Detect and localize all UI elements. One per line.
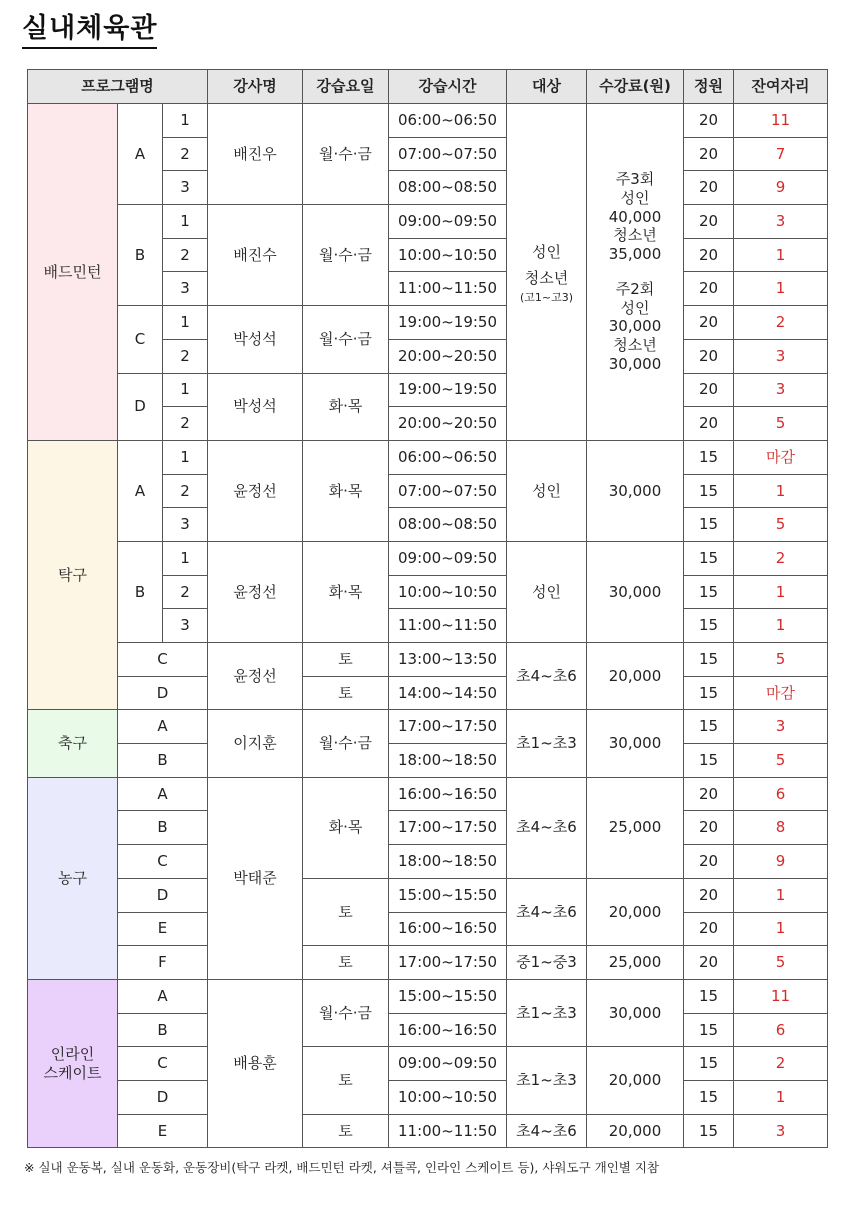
class-time: 17:00~17:50 xyxy=(389,946,507,980)
session-no: 2 xyxy=(163,238,208,272)
class-time: 07:00~07:50 xyxy=(389,137,507,171)
sport-basketball: 농구 xyxy=(28,777,118,979)
class-days: 월·수·금 xyxy=(303,979,389,1046)
class-time: 16:00~16:50 xyxy=(389,1013,507,1047)
class-days: 월·수·금 xyxy=(303,205,389,306)
class-time: 11:00~11:50 xyxy=(389,609,507,643)
header-target: 대상 xyxy=(507,70,587,104)
sport-tabletennis: 탁구 xyxy=(28,440,118,710)
capacity: 20 xyxy=(684,238,734,272)
class-time: 10:00~10:50 xyxy=(389,238,507,272)
class-time: 16:00~16:50 xyxy=(389,912,507,946)
class-days: 월·수·금 xyxy=(303,306,389,373)
class-time: 11:00~11:50 xyxy=(389,1114,507,1148)
capacity: 15 xyxy=(684,1013,734,1047)
capacity: 15 xyxy=(684,1080,734,1114)
fee-line: 40,000 xyxy=(608,207,662,226)
class-days: 화·목 xyxy=(303,777,389,878)
table-row xyxy=(28,104,828,138)
class-time: 16:00~16:50 xyxy=(389,777,507,811)
table-row xyxy=(28,845,828,879)
remaining-seats: 3 xyxy=(734,205,828,239)
capacity: 15 xyxy=(684,1047,734,1081)
remaining-seats: 6 xyxy=(734,1013,828,1047)
table-row xyxy=(28,744,828,778)
class-time: 09:00~09:50 xyxy=(389,541,507,575)
fee-line: 성인 xyxy=(620,298,650,317)
capacity: 15 xyxy=(684,643,734,677)
table-row xyxy=(28,946,828,980)
capacity: 20 xyxy=(684,373,734,407)
remaining-seats: 1 xyxy=(734,575,828,609)
sport-inline-skate xyxy=(28,979,118,1147)
remaining-seats: 2 xyxy=(734,1047,828,1081)
table-row xyxy=(28,306,828,340)
footnote: ※ 실내 운동복, 실내 운동화, 운동장비(탁구 라켓, 배드민턴 라켓, 셔틀콕, 인라인 스케이트 등), 샤워도구 개인별 지참 xyxy=(24,1160,659,1175)
capacity: 15 xyxy=(684,710,734,744)
class-label: A xyxy=(118,710,208,744)
remaining-seats: 5 xyxy=(734,946,828,980)
teacher-name: 배진수 xyxy=(208,205,303,306)
table-row xyxy=(28,979,828,1013)
table-row xyxy=(28,1013,828,1047)
sport-soccer: 축구 xyxy=(28,710,118,777)
target-line: 성인 xyxy=(532,243,561,262)
remaining-seats: 1 xyxy=(734,474,828,508)
class-time: 17:00~17:50 xyxy=(389,811,507,845)
table-row xyxy=(28,1080,828,1114)
class-fee: 30,000 xyxy=(587,440,684,541)
class-label: B xyxy=(118,205,163,306)
class-label: B xyxy=(118,1013,208,1047)
teacher-name: 이지훈 xyxy=(208,710,303,777)
remaining-seats: 1 xyxy=(734,609,828,643)
session-no: 2 xyxy=(163,137,208,171)
class-time: 08:00~08:50 xyxy=(389,508,507,542)
header-remaining: 잔여자리 xyxy=(734,70,828,104)
capacity: 20 xyxy=(684,878,734,912)
session-no: 1 xyxy=(163,306,208,340)
class-label: B xyxy=(118,811,208,845)
class-label: B xyxy=(118,541,163,642)
remaining-seats: 마감 xyxy=(734,676,828,710)
table-row xyxy=(28,205,828,239)
class-time: 20:00~20:50 xyxy=(389,339,507,373)
remaining-seats: 11 xyxy=(734,979,828,1013)
class-time: 06:00~06:50 xyxy=(389,440,507,474)
teacher-name: 배진우 xyxy=(208,104,303,205)
capacity: 15 xyxy=(684,508,734,542)
remaining-seats: 1 xyxy=(734,912,828,946)
table-row xyxy=(28,440,828,474)
page-title: 실내체육관 xyxy=(22,12,157,49)
capacity: 15 xyxy=(684,474,734,508)
teacher-name: 박성석 xyxy=(208,373,303,440)
class-label: F xyxy=(118,946,208,980)
capacity: 15 xyxy=(684,541,734,575)
target-line: 청소년 xyxy=(524,269,569,288)
class-days: 토 xyxy=(303,1047,389,1114)
capacity: 20 xyxy=(684,339,734,373)
capacity: 15 xyxy=(684,575,734,609)
class-fee: 25,000 xyxy=(587,777,684,878)
session-no: 1 xyxy=(163,541,208,575)
class-fee: 20,000 xyxy=(587,1047,684,1114)
fee-line: 청소년 xyxy=(613,336,657,355)
class-fee: 30,000 xyxy=(587,979,684,1046)
class-days: 화·목 xyxy=(303,541,389,642)
remaining-seats: 3 xyxy=(734,339,828,373)
remaining-seats: 11 xyxy=(734,104,828,138)
header-time: 강습시간 xyxy=(389,70,507,104)
table-row xyxy=(28,912,828,946)
class-time: 06:00~06:50 xyxy=(389,104,507,138)
capacity: 15 xyxy=(684,744,734,778)
remaining-seats: 5 xyxy=(734,407,828,441)
class-label: A xyxy=(118,777,208,811)
class-label: E xyxy=(118,1114,208,1148)
class-time: 09:00~09:50 xyxy=(389,205,507,239)
remaining-seats: 마감 xyxy=(734,440,828,474)
capacity: 20 xyxy=(684,104,734,138)
capacity: 20 xyxy=(684,137,734,171)
class-label: A xyxy=(118,440,163,541)
class-label: C xyxy=(118,643,208,677)
capacity: 15 xyxy=(684,979,734,1013)
class-time: 15:00~15:50 xyxy=(389,979,507,1013)
remaining-seats: 3 xyxy=(734,710,828,744)
class-time: 18:00~18:50 xyxy=(389,845,507,879)
teacher-name: 박성석 xyxy=(208,306,303,373)
class-time: 17:00~17:50 xyxy=(389,710,507,744)
sport-badminton: 배드민턴 xyxy=(28,104,118,441)
class-label: B xyxy=(118,744,208,778)
class-target: 초4~초6 xyxy=(507,777,587,878)
capacity: 20 xyxy=(684,306,734,340)
class-time: 10:00~10:50 xyxy=(389,575,507,609)
remaining-seats: 1 xyxy=(734,272,828,306)
class-label: C xyxy=(118,1047,208,1081)
class-label: D xyxy=(118,878,208,912)
class-target: 성인 xyxy=(507,440,587,541)
class-days: 토 xyxy=(303,946,389,980)
class-days: 토 xyxy=(303,878,389,945)
session-no: 2 xyxy=(163,474,208,508)
table-row xyxy=(28,1114,828,1148)
class-fee: 30,000 xyxy=(587,710,684,777)
class-days: 화·목 xyxy=(303,373,389,440)
class-time: 09:00~09:50 xyxy=(389,1047,507,1081)
class-target: 초1~초3 xyxy=(507,710,587,777)
session-no: 1 xyxy=(163,440,208,474)
class-time: 08:00~08:50 xyxy=(389,171,507,205)
fee-spacer xyxy=(587,264,683,280)
class-time: 15:00~15:50 xyxy=(389,878,507,912)
header-teacher: 강사명 xyxy=(208,70,303,104)
remaining-seats: 3 xyxy=(734,1114,828,1148)
table-row xyxy=(28,373,828,407)
fee-line: 주3회 xyxy=(615,170,655,189)
remaining-seats: 5 xyxy=(734,643,828,677)
class-time: 11:00~11:50 xyxy=(389,272,507,306)
class-label: C xyxy=(118,306,163,373)
class-time: 07:00~07:50 xyxy=(389,474,507,508)
teacher-name: 박태준 xyxy=(208,777,303,979)
class-fee: 20,000 xyxy=(587,1114,684,1148)
teacher-name: 배용훈 xyxy=(208,979,303,1147)
session-no: 3 xyxy=(163,609,208,643)
class-target: 초4~초6 xyxy=(507,643,587,710)
teacher-name: 윤정선 xyxy=(208,643,303,710)
class-time: 18:00~18:50 xyxy=(389,744,507,778)
session-no: 3 xyxy=(163,508,208,542)
fee-line: 35,000 xyxy=(608,245,662,264)
header-fee: 수강료(원) xyxy=(587,70,684,104)
class-fee: 20,000 xyxy=(587,878,684,945)
table-row xyxy=(28,710,828,744)
capacity: 20 xyxy=(684,845,734,879)
class-label: A xyxy=(118,104,163,205)
class-fee: 20,000 xyxy=(587,643,684,710)
header-days: 강습요일 xyxy=(303,70,389,104)
remaining-seats: 5 xyxy=(734,744,828,778)
session-no: 1 xyxy=(163,104,208,138)
remaining-seats: 7 xyxy=(734,137,828,171)
fee-line: 30,000 xyxy=(608,317,662,336)
table-row xyxy=(28,777,828,811)
table-row xyxy=(28,643,828,677)
sport-name-line: 스케이트 xyxy=(43,1063,102,1082)
session-no: 3 xyxy=(163,171,208,205)
class-label: A xyxy=(118,979,208,1013)
table-row xyxy=(28,878,828,912)
remaining-seats: 5 xyxy=(734,508,828,542)
capacity: 15 xyxy=(684,440,734,474)
class-days: 토 xyxy=(303,676,389,710)
teacher-name: 윤정선 xyxy=(208,541,303,642)
session-no: 3 xyxy=(163,272,208,306)
class-target: 중1~중3 xyxy=(507,946,587,980)
class-label: D xyxy=(118,373,163,440)
class-days: 월·수·금 xyxy=(303,710,389,777)
capacity: 15 xyxy=(684,609,734,643)
session-no: 1 xyxy=(163,373,208,407)
table-row xyxy=(28,1047,828,1081)
class-target: 초4~초6 xyxy=(507,878,587,945)
schedule-table xyxy=(27,69,828,1148)
class-target: 초4~초6 xyxy=(507,1114,587,1148)
capacity: 15 xyxy=(684,1114,734,1148)
class-time: 13:00~13:50 xyxy=(389,643,507,677)
capacity: 20 xyxy=(684,912,734,946)
class-time: 19:00~19:50 xyxy=(389,306,507,340)
target-note: (고1~고3) xyxy=(519,291,574,305)
class-target: 초1~초3 xyxy=(507,1047,587,1114)
class-label: D xyxy=(118,1080,208,1114)
table-row xyxy=(28,541,828,575)
capacity: 20 xyxy=(684,407,734,441)
class-fee: 30,000 xyxy=(587,541,684,642)
fee-line: 청소년 xyxy=(613,226,657,245)
remaining-seats: 1 xyxy=(734,238,828,272)
badminton-fee xyxy=(587,104,684,441)
sport-name-line: 인라인 xyxy=(50,1044,95,1063)
class-fee: 25,000 xyxy=(587,946,684,980)
session-no: 1 xyxy=(163,205,208,239)
remaining-seats: 2 xyxy=(734,306,828,340)
remaining-seats: 6 xyxy=(734,777,828,811)
session-no: 2 xyxy=(163,407,208,441)
remaining-seats: 1 xyxy=(734,878,828,912)
header-program: 프로그램명 xyxy=(28,70,208,104)
fee-line: 30,000 xyxy=(608,354,662,373)
capacity: 20 xyxy=(684,171,734,205)
class-label: D xyxy=(118,676,208,710)
class-days: 화·목 xyxy=(303,440,389,541)
session-no: 2 xyxy=(163,339,208,373)
remaining-seats: 1 xyxy=(734,1080,828,1114)
capacity: 20 xyxy=(684,777,734,811)
class-days: 토 xyxy=(303,1114,389,1148)
capacity: 20 xyxy=(684,811,734,845)
remaining-seats: 9 xyxy=(734,845,828,879)
capacity: 20 xyxy=(684,272,734,306)
class-days: 토 xyxy=(303,643,389,677)
capacity: 20 xyxy=(684,946,734,980)
capacity: 20 xyxy=(684,205,734,239)
class-time: 20:00~20:50 xyxy=(389,407,507,441)
table-row xyxy=(28,811,828,845)
class-time: 19:00~19:50 xyxy=(389,373,507,407)
class-time: 10:00~10:50 xyxy=(389,1080,507,1114)
table-row xyxy=(28,676,828,710)
class-label: E xyxy=(118,912,208,946)
fee-line: 주2회 xyxy=(615,279,655,298)
session-no: 2 xyxy=(163,575,208,609)
remaining-seats: 9 xyxy=(734,171,828,205)
teacher-name: 윤정선 xyxy=(208,440,303,541)
class-label: C xyxy=(118,845,208,879)
remaining-seats: 2 xyxy=(734,541,828,575)
remaining-seats: 3 xyxy=(734,373,828,407)
badminton-target xyxy=(507,104,587,441)
header-capacity: 정원 xyxy=(684,70,734,104)
header-row xyxy=(28,70,828,104)
remaining-seats: 8 xyxy=(734,811,828,845)
class-target: 초1~초3 xyxy=(507,979,587,1046)
class-time: 14:00~14:50 xyxy=(389,676,507,710)
class-target: 성인 xyxy=(507,541,587,642)
capacity: 15 xyxy=(684,676,734,710)
class-days: 월·수·금 xyxy=(303,104,389,205)
fee-line: 성인 xyxy=(620,188,650,207)
